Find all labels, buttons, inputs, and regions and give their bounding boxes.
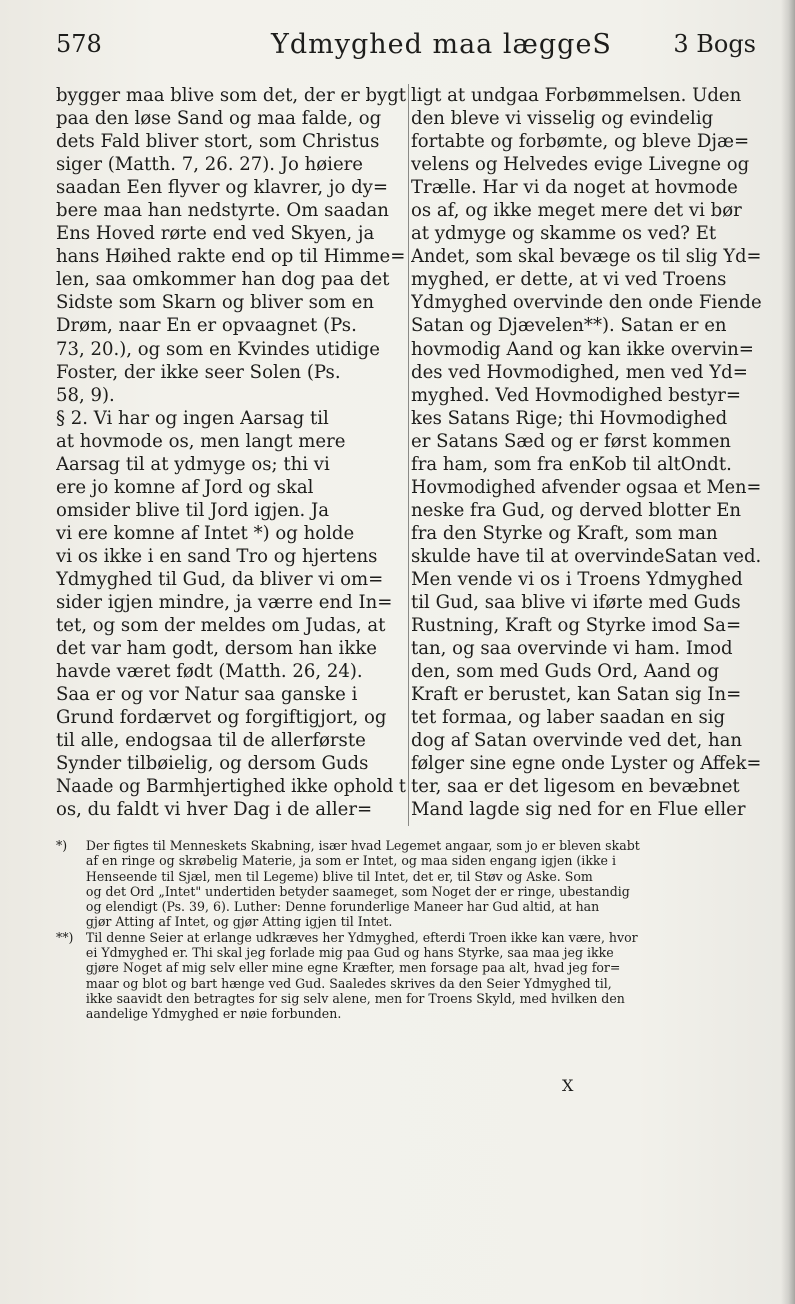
footnote-text: ikke saavidt den betragtes for sig selv alene, men for Troens Skyld, med hvilken den	[85, 990, 625, 1006]
footnote-text: aandelige Ydmyghed er nøie forbunden.	[85, 1006, 342, 1022]
text-line: Trælle. Har vi da noget at hovmode	[411, 177, 738, 199]
footnote-line	[56, 991, 759, 1006]
page-header	[56, 26, 756, 66]
text-line: os, du faldt vi hver Dag i de aller=	[56, 799, 373, 821]
text-line: Kraft er berustet, kan Satan sig In=	[411, 684, 742, 706]
text-line: § 2. Vi har og ingen Aarsag til	[56, 407, 329, 429]
text-line: den, som med Guds Ord, Aand og	[411, 661, 720, 683]
footnotes	[56, 838, 761, 1088]
footnote-text: af en ringe og skrøbelig Materie, ja som er Intet, og maa siden engang igjen (ikke i	[85, 853, 616, 869]
footnote-mark: **)	[56, 929, 74, 945]
text-line: Sidste som Skarn og bliver som en	[56, 292, 374, 314]
text-line: Hovmodighed afvender ogsaa et Men=	[411, 476, 762, 498]
text-line: omsider blive til Jord igjen. Ja	[56, 499, 330, 521]
left-text-column	[56, 84, 408, 824]
footnote-text: Der figtes til Menneskets Skabning, især hvad Legemet angaar, som jo er bleven skabt	[85, 838, 640, 853]
footnote-text: og det Ord „Intet" undertiden betyder saameget, som Noget der er ringe, ubestandig	[85, 883, 630, 899]
footnote-line	[56, 914, 759, 929]
footnote-text: gjør Atting af Intet, og gjør Atting igjen til Intet.	[85, 914, 393, 930]
text-line: fra den Styrke og Kraft, som man	[411, 522, 718, 544]
text-line: Drøm, naar En er opvaagnet (Ps.	[56, 315, 357, 337]
column-divider	[408, 84, 409, 826]
text-line: er Satans Sæd og er først kommen	[411, 430, 731, 452]
footnote-line	[56, 1006, 759, 1021]
text-line: hovmodig Aand og kan ikke overvin=	[411, 338, 754, 360]
footnote-line	[56, 869, 759, 884]
text-line: følger sine egne onde Lyster og Affek=	[411, 753, 762, 775]
text-line: fra ham, som fra enKob til altOndt.	[411, 453, 732, 475]
text-line: at ydmyge og skamme os ved? Et	[411, 223, 717, 245]
text-line: Aarsag til at ydmyge os; thi vi	[56, 453, 330, 475]
footnote-line	[56, 853, 759, 868]
running-title: Ydmyghed maa læggeS	[271, 29, 612, 60]
text-line: des ved Hovmodighed, men ved Yd=	[411, 361, 748, 383]
text-line: myghed, er dette, at vi ved Troens	[411, 269, 727, 291]
footnote-line	[56, 960, 759, 975]
text-line: neske fra Gud, og derved blotter En	[411, 499, 742, 521]
text-line: Ydmyghed til Gud, da bliver vi om=	[56, 568, 384, 590]
text-line: ligt at undgaa Forbømmelsen. Uden	[411, 85, 742, 106]
text-line: at hovmode os, men langt mere	[56, 430, 346, 452]
text-line: Synder tilbøielig, og dersom Guds	[56, 753, 369, 775]
footnote-text: gjøre Noget af mig selv eller mine egne Kræfter, men forsage paa alt, hvad jeg for=	[85, 960, 621, 976]
footnote-text: Til denne Seier at erlange udkræves her Ydmyghed, efterdi Troen ikke kan være, hvor	[85, 929, 638, 945]
text-line: tet, og som der meldes om Judas, at	[56, 615, 386, 637]
text-line: 73, 20.), og som en Kvindes utidige	[56, 338, 380, 360]
page-edge-shadow	[781, 0, 795, 1304]
text-line: dog af Satan overvinde ved det, han	[411, 730, 743, 752]
text-line: myghed. Ved Hovmodighed bestyr=	[411, 384, 742, 406]
footnote-line	[56, 838, 759, 853]
page-number: 578	[56, 30, 102, 58]
text-line: til alle, endogsaa til de allerførste	[56, 730, 366, 752]
text-line: sider igjen mindre, ja værre end In=	[56, 592, 393, 614]
footnote-line	[56, 899, 759, 914]
text-line: siger (Matth. 7, 26. 27). Jo høiere	[56, 154, 364, 176]
text-line: len, saa omkommer han dog paa det	[56, 269, 390, 291]
text-line: paa den løse Sand og maa falde, og	[56, 108, 382, 130]
text-line: Naade og Barmhjertighed ikke ophold t	[56, 776, 406, 798]
footnote-text: Henseende til Sjæl, men til Legeme) blive til Intet, det er, til Støv og Aske. Som	[85, 868, 593, 884]
text-line: Mand lagde sig ned for en Flue eller	[411, 799, 746, 821]
text-line: tan, og saa overvinde vi ham. Imod	[411, 638, 733, 660]
right-text-column	[411, 84, 763, 824]
footnote-line	[56, 976, 759, 991]
text-line: Andet, som skal bevæge os til slig Yd=	[411, 246, 762, 268]
text-line: Saa er og vor Natur saa ganske i	[56, 684, 358, 706]
text-line: vi os ikke i en sand Tro og hjertens	[56, 545, 378, 567]
signature-mark: X	[562, 1076, 574, 1095]
text-line	[411, 822, 746, 825]
text-line: velens og Helvedes evige Livegne og	[411, 154, 750, 176]
footnote-text: ei Ydmyghed er. Thi skal jeg forlade mig paa Gud og hans Styrke, saa maa jeg ikke	[85, 945, 614, 961]
text-line: Ydmyghed overvinde den onde Fiende	[411, 292, 762, 314]
text-line: os af, og ikke meget mere det vi bør	[411, 200, 742, 222]
text-line: havde været født (Matth. 26, 24).	[56, 661, 363, 683]
text-line: dets Fald bliver stort, som Christus	[56, 131, 380, 153]
text-line: bygger maa blive som det, der er bygt	[56, 85, 407, 106]
text-line: Foster, der ikke seer Solen (Ps.	[56, 361, 341, 383]
text-line: ter, saa er det ligesom en bevæbnet	[411, 776, 740, 798]
text-line: ere jo komne af Jord og skal	[56, 476, 314, 498]
book-label: 3 Bogs	[673, 30, 756, 58]
footnote-text: og elendigt (Ps. 39, 6). Luther: Denne forunderlige Maneer har Gud altid, at han	[85, 899, 600, 915]
footnote-mark: *)	[56, 838, 68, 853]
text-line: til Gud, saa blive vi iførte med Guds	[411, 592, 741, 614]
text-line: den bleve vi visselig og evindelig	[411, 108, 714, 130]
text-line: Men vende vi os i Troens Ydmyghed	[411, 568, 743, 590]
text-line: hans Høihed rakte end op til Himme=	[56, 246, 406, 268]
text-line: bere maa han nedstyrte. Om saadan	[56, 200, 389, 222]
text-line: tet formaa, og laber saadan en sig	[411, 707, 726, 729]
text-line: kes Satans Rige; thi Hovmodighed	[411, 407, 728, 429]
text-line: Rustning, Kraft og Styrke imod Sa=	[411, 615, 742, 637]
text-line: Grund fordærvet og forgiftigjort, og	[56, 707, 387, 729]
text-line: vi ere komne af Intet *) og holde	[56, 522, 355, 544]
text-line: 58, 9).	[56, 384, 115, 406]
text-line: Satan og Djævelen**). Satan er en	[411, 315, 727, 337]
text-line: saadan Een flyver og klavrer, jo dy=	[56, 177, 389, 199]
text-line: skulde have til at overvindeSatan ved.	[411, 545, 762, 567]
text-line: fortabte og forbømte, og bleve Djæ=	[411, 131, 750, 153]
text-line: det var ham godt, dersom han ikke	[56, 638, 377, 660]
footnote-line	[56, 884, 759, 899]
footnote-line	[56, 945, 759, 960]
footnote-line	[56, 930, 759, 945]
text-line	[56, 822, 406, 825]
text-line: Ens Hoved rørte end ved Skyen, ja	[56, 223, 375, 245]
footnote-text: maar og blot og bart hænge ved Gud. Saaledes skrives da den Seier Ydmyghed til,	[85, 975, 612, 991]
